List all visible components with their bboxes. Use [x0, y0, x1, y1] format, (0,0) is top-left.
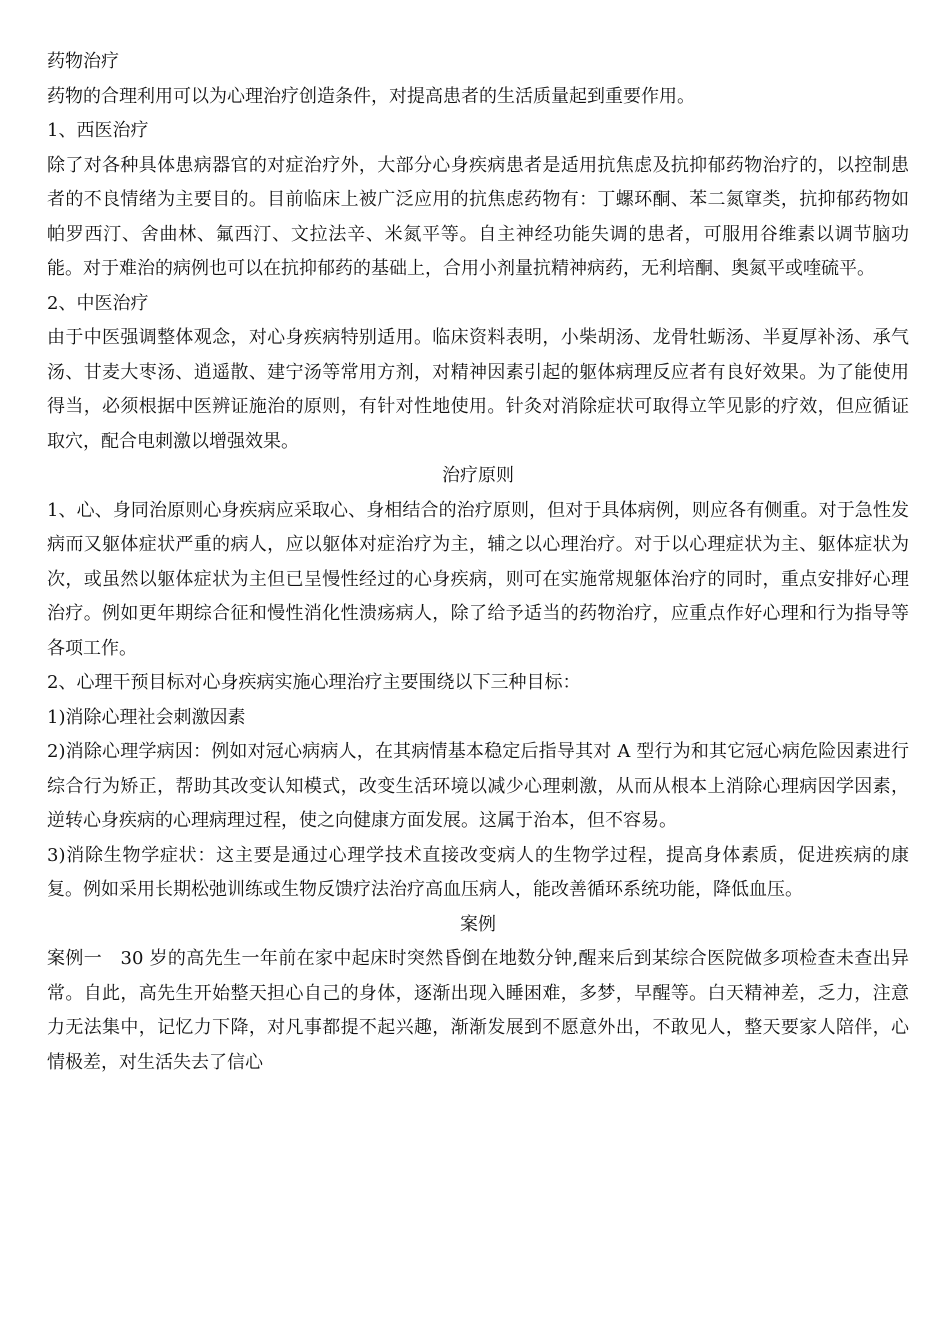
section-heading-western-medicine: 1、西医治疗 — [47, 120, 149, 141]
paragraph-western-medicine: 除了对各种具体患病器官的对症治疗外，大部分心身疾病患者是适用抗焦虑及抗抑郁药物治疗的，以控制患者的不良情绪为主要目的。目前临床上被广泛应用的抗焦虑药物有：丁螺环酮、苯二氮窧类，抗抑郁药物如帕罗西汀、舍曲林、氟西汀、文拉法辛、米氮平等。自主神经功能失调的患者，可服用谷维素以调节脑功能。对于难治的病例也可以在抗抑郁药的基础上，合用小剂量抗精神病药，无利培酮、奥氮平或喹硫平。 — [47, 154, 909, 279]
section-title-cases: 案例 — [460, 913, 496, 935]
section-heading-chinese-medicine: 2、中医治疗 — [47, 292, 149, 314]
section-title-treatment-principles: 治疗原则 — [442, 465, 514, 486]
paragraph-principle-2: 2、心理干预目标对心身疾病实施心理治疗主要围绕以下三种目标： — [47, 672, 581, 693]
paragraph-principle-1: 1、心、身同治原则心身疾病应采取心、身相结合的治疗原则，但对于具体病例，则应各有侧重。对于急性发病而又躯体症状严重的病人，应以躯体对症治疗为主，辅之以心理治疗。对于以心理症状为主、躯体症状为次，或虽然以躯体症状为主但已呈慢性经过的心身疾病，则可在实施常规躯体治疗的同时，重点安排好心理治疗。例如更年期综合征和慢性消化性溃疡病人，除了给予适当的药物治疗，应重点作好心理和行为指导等各项工作。 — [47, 499, 909, 659]
paragraph-case-1: 案例一 30 岁的高先生一年前在家中起床时突然昏倒在地数分钟,醒来后到某综合医院做多项检查未查出异常。自此，高先生开始整天担心自己的身体，逐渐出现入睡困难，多梦，早醒等。白天精神差，乏力，注意力无法集中，记忆力下降，对凡事都提不起兴趣，渐渐发展到不愿意外出，不敢见人，整天要家人陪伴，心情极差，对生活失去了信心 — [47, 948, 909, 1073]
paragraph-drug-intro: 药物的合理利用可以为心理治疗创造条件，对提高患者的生活质量起到重要作用。 — [47, 85, 695, 107]
paragraph-chinese-medicine: 由于中医强调整体观念，对心身疾病特别适用。临床资料表明，小柴胡汤、龙骨牡蛎汤、半夏厚补汤、承气汤、甘麦大枣汤、逍遥散、建宁汤等常用方剂，对精神因素引起的躯体病理反应者有良好效果。为了能使用得当，必须根据中医辨证施治的原则，有针对性地使用。针灸对消除症状可取得立竿见影的疗效，但应循证取穴，配合电刺激以增强效果。 — [47, 327, 909, 452]
list-item-goal-1: 1)消除心理社会刺激因素 — [47, 706, 246, 728]
section-heading-drug-therapy: 药物治疗 — [47, 51, 119, 72]
list-item-goal-3: 3)消除生物学症状：这主要是通过心理学技术直接改变病人的生物学过程，提高身体素质，促进疾病的康复。例如采用长期松弛训练或生物反馈疗法治疗高血压病人，能改善循环系统功能，降低血压。 — [47, 844, 909, 900]
list-item-goal-2: 2)消除心理学病因：例如对冠心病病人，在其病情基本稳定后指导其对 A 型行为和其它冠心病危险因素进行综合行为矫正，帮助其改变认知模式，改变生活环境以减少心理刺激，从而从根本上消除心理病因学因素，逆转心身疾病的心理病理过程，使之向健康方面发展。这属于治本，但不容易。 — [47, 741, 909, 831]
document-page — [47, 45, 909, 1080]
